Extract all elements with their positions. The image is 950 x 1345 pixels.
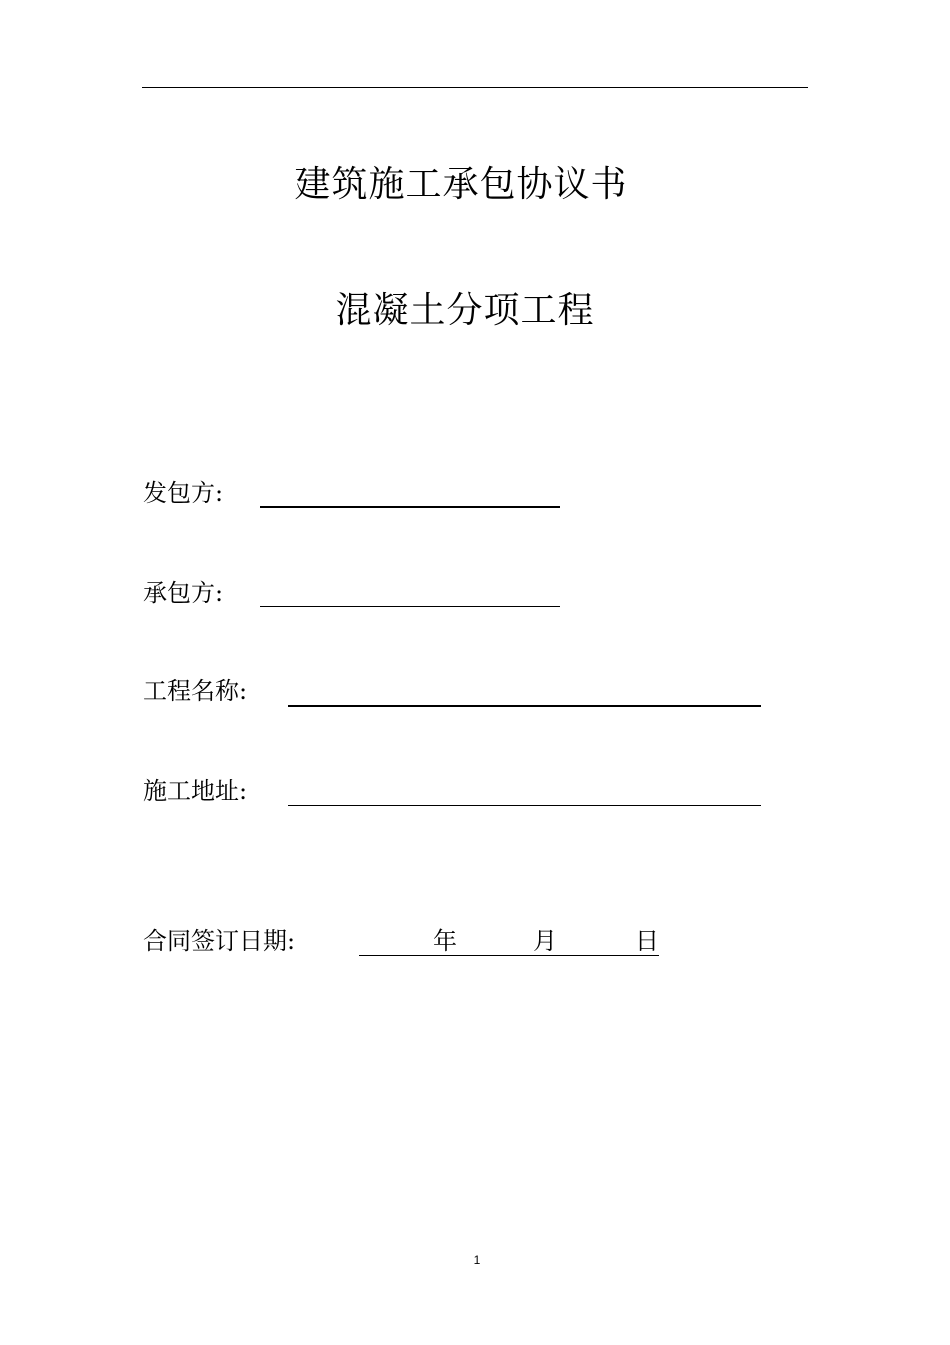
contractor-label: 承包方: <box>143 579 224 607</box>
date-year-unit: 年 <box>433 927 457 955</box>
employer-label: 发包方: <box>143 479 224 507</box>
date-day-unit: 日 <box>635 927 659 955</box>
construction-address-label: 施工地址: <box>143 777 248 805</box>
construction-address-blank-line[interactable] <box>288 805 761 806</box>
signing-date-label: 合同签订日期: <box>143 927 296 955</box>
project-name-blank-line[interactable] <box>288 705 761 707</box>
page-number: 1 <box>473 1253 481 1267</box>
contractor-blank-line[interactable] <box>260 606 560 607</box>
date-month-unit: 月 <box>533 927 557 955</box>
document-title: 建筑施工承包协议书 <box>294 164 628 205</box>
project-name-label: 工程名称: <box>143 677 248 705</box>
employer-blank-line[interactable] <box>260 506 560 508</box>
document-subtitle: 混凝土分项工程 <box>335 290 595 331</box>
signing-date-blank-line[interactable] <box>359 955 659 956</box>
header-rule <box>142 87 808 88</box>
